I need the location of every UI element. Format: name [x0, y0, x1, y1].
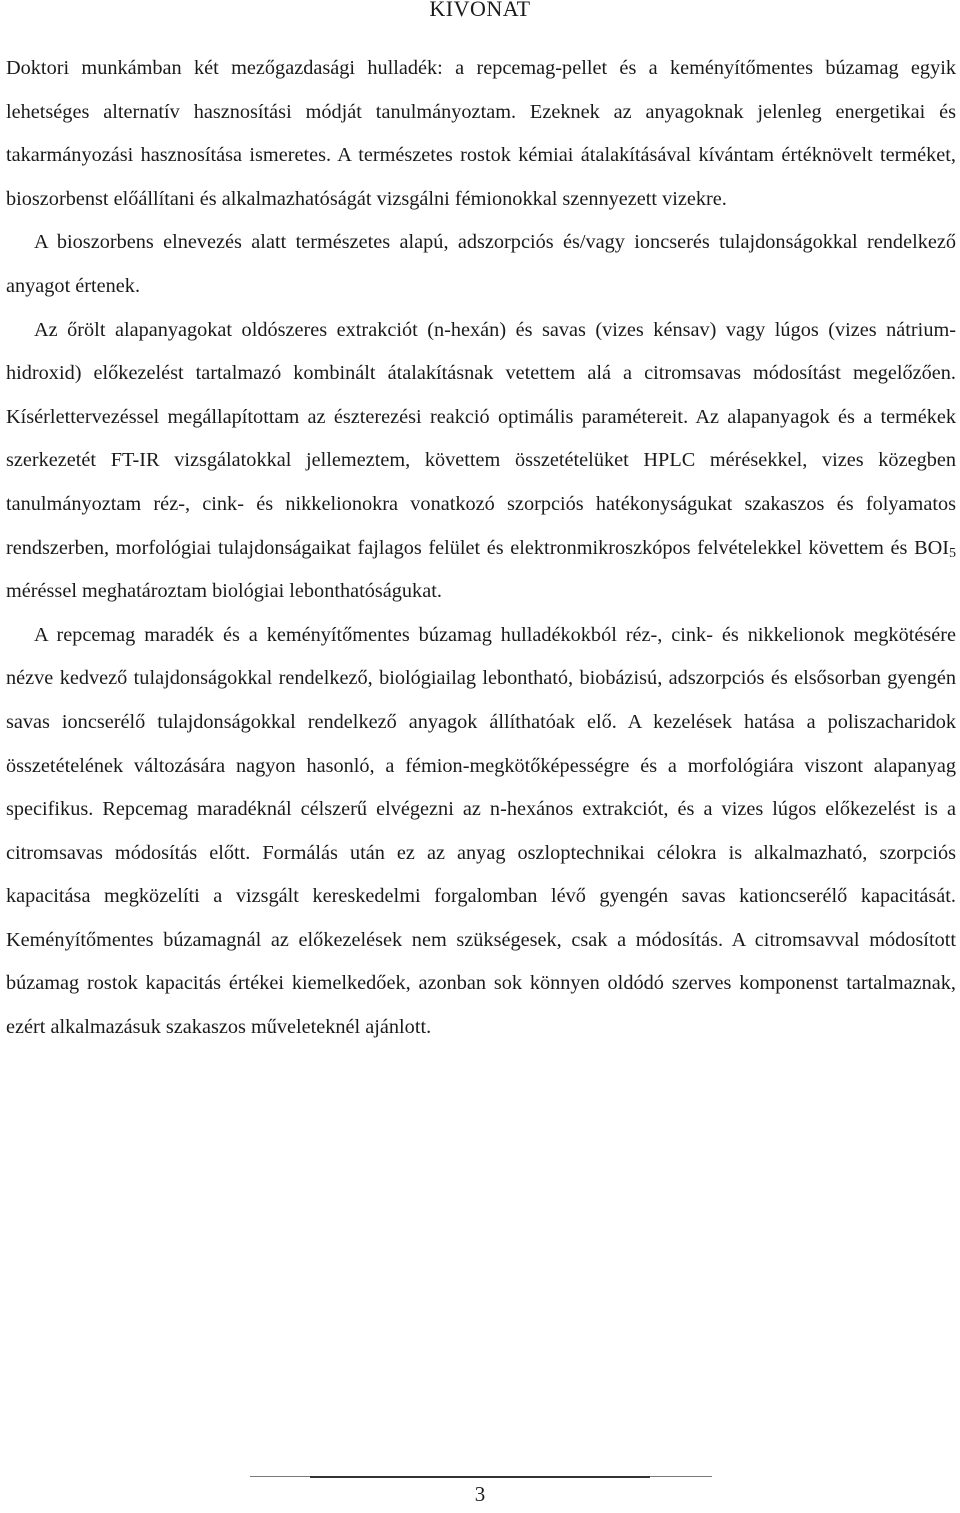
paragraph-definition: A bioszorbens elnevezés alatt természetes alapú, adszorpciós és/vagy ioncserés tulajdonságokkal rendelkező anyagot értenek.	[6, 231, 956, 297]
methods-text: Az őrölt alapanyagokat oldószeres extrakciót (n-hexán) és savas (vizes kénsav) vagy lúgos (vizes nátrium-hidroxid) előkezelést tartalmazó kombinált átalakításnak vetettem alá a citromsavas módosítást megelőzően. Kísérlettervezéssel megállapítottam az észterezési reakció optimális paramétereit. Az alapanyagok és a termékek szerkezetét FT-IR vizsgálatokkal jellemeztem, követtem összetételüket HPLC mérésekkel, vizes közegben tanulmányoztam réz-, cink- és nikkelionokra vonatkozó szorpciós hatékonyságukat szakaszos és folyamatos rendszerben, morfológiai tulajdonságaikat fajlagos felület és elektronmikroszkópos felvételekkel követtem és BOI	[6, 318, 956, 559]
page-number: 3	[474, 1482, 486, 1506]
paragraph-results: A repcemag maradék és a keményítőmentes búzamag hulladékokból réz-, cink- és nikkelionok megkötésére nézve kedvező tulajdonságokkal rendelkező, biológiailag lebontható, biobázisú, adszorpciós és elsősorban gyengén savas ioncserélő tulajdonságokkal rendelkező anyagok állíthatóak elő. A kezelések hatása a poliszacharidok összetételének változására nagyon hasonló, a fémion-megkötőképességre és a morfológiára viszont alapanyag specifikus. Repcemag maradéknál célszerű elvégezni az n-hexános extrakciót, és a vizes lúgos előkezelést is a citromsavas módosítás előtt. Formálás után ez az anyag oszloptechnikai célokra is alkalmazható, szorpciós kapacitása megközelíti a vizsgált kereskedelmi forgalomban lévő gyengén savas kationcserélő kapacitását. Keményítőmentes búzamagnál az előkezelések nem szükségesek, csak a módosítás. A citromsavval módosított búzamag rostok kapacitás értékei kiemelkedőek, azonban sok könnyen oldódó szerves komponenst tartalmaznak, ezért alkalmazásuk szakaszos műveleteknél ajánlott.	[6, 623, 956, 1039]
subscript-five: 5	[949, 545, 956, 561]
page-title: KIVONAT	[429, 0, 531, 21]
methods-text-end: méréssel meghatároztam biológiai lebonthatóságukat.	[6, 580, 442, 603]
paragraph-methods	[6, 309, 956, 614]
abstract-body	[6, 47, 956, 1050]
paragraph-intro: Doktori munkámban két mezőgazdasági hulladék: a repcemag-pellet és a keményítőmentes búzamag egyik lehetséges alternatív hasznosítási módját tanulmányoztam. Ezeknek az anyagoknak jelenleg energetikai és takarmányozási hasznosítása ismeretes. A természetes rostok kémiai átalakításával kívántam értéknövelt terméket, bioszorbenst előállítani és alkalmazhatóságát vizsgálni fémionokkal szennyezett vizekre.	[6, 57, 956, 210]
footer-divider-accent	[310, 1476, 650, 1478]
